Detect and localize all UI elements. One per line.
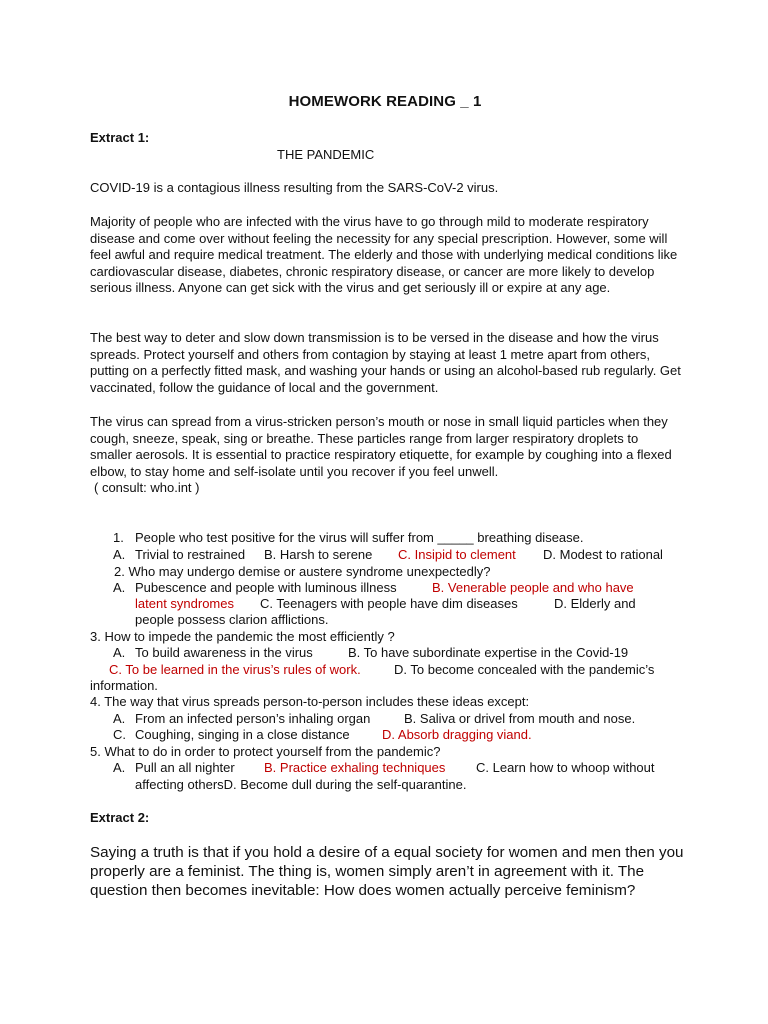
q2-text: 2. Who may undergo demise or austere syndrome unexpectedly?	[114, 564, 491, 579]
q2-letter-a: A.	[113, 580, 126, 595]
q2-option-d-cont: people possess clarion afflictions.	[135, 612, 329, 627]
extract-1-label: Extract 1:	[90, 130, 150, 145]
paragraph-2: Majority of people who are infected with the virus have to go through mild to moderate respiratory disease and come over without feeling the necessity for any special prescription. However, some will feel awful and require medical treatment. The elderly and those with underlying medical conditions like cardiovascular disease, diabetes, chronic respiratory disease, or cancer are more likely to develop serious illness. Anyone can get sick with the virus and get seriously ill or expire at any age.	[90, 214, 678, 296]
q1-option-a: Trivial to restrained	[135, 547, 246, 562]
q4-option-d: D. Absorb dragging viand.	[382, 727, 532, 742]
q3-option-b: B. To have subordinate expertise in the Covid-19	[348, 645, 629, 660]
q4-text: 4. The way that virus spreads person-to-person includes these ideas except:	[90, 694, 530, 709]
q3-option-d: D. To become concealed with the pandemic’s	[394, 662, 655, 677]
q1-option-b: B. Harsh to serene	[264, 547, 373, 562]
q1-number: 1.	[113, 530, 124, 545]
q3-option-c: C. To be learned in the virus’s rules of work.	[109, 662, 361, 677]
q4-letter-c: C.	[113, 727, 126, 742]
extract-2-label: Extract 2:	[90, 810, 150, 825]
q2-option-b-cont: latent syndromes	[135, 596, 234, 611]
paragraph-4: The virus can spread from a virus-stricken person’s mouth or nose in small liquid particles when they cough, sneeze, speak, sing or breathe. These particles range from larger respiratory droplets to smaller aerosols. It is essential to practice respiratory etiquette, for example by coughing into a flexed elbow, to stay home and self-isolate until you recover if you feel unwell.	[90, 414, 672, 479]
q2-option-d: D. Elderly and	[554, 596, 636, 611]
q3-option-a: To build awareness in the virus	[135, 645, 313, 660]
q4-option-b: B. Saliva or drivel from mouth and nose.	[404, 711, 636, 726]
q2-option-b: B. Venerable people and who have	[432, 580, 634, 595]
q5-option-a: Pull an all nighter	[135, 760, 235, 775]
q5-text: 5. What to do in order to protect yourself from the pandemic?	[90, 744, 441, 759]
paragraph-1: COVID-19 is a contagious illness resulting from the SARS-CoV-2 virus.	[90, 180, 499, 195]
q5-option-c: C. Learn how to whoop without	[476, 760, 655, 775]
q2-option-c: C. Teenagers with people have dim diseases	[260, 596, 518, 611]
paragraph-3: The best way to deter and slow down transmission is to be versed in the disease and how the virus spreads. Protect yourself and others from contagion by staying at least 1 metre apart from others, putting on a perfectly fitted mask, and washing your hands or using an alcohol-based rub regularly. Get vaccinated, follow the guidance of local and the government.	[90, 330, 681, 395]
q4-option-a: From an infected person’s inhaling organ	[135, 711, 371, 726]
q3-text: 3. How to impede the pandemic the most efficiently ?	[90, 629, 395, 644]
q1-option-d: D. Modest to rational	[543, 547, 663, 562]
source-citation: ( consult: who.int )	[94, 480, 200, 495]
q5-letter-a: A.	[113, 760, 126, 775]
q5-option-b: B. Practice exhaling techniques	[264, 760, 446, 775]
extract-2-text: Saying a truth is that if you hold a desire of a equal society for women and men then you properly are a feminist. The thing is, women simply aren’t in agreement with it. The question then becomes inevitable: How does women actually perceive feminism?	[90, 844, 684, 900]
q3-option-d-cont: information.	[90, 678, 158, 693]
q1-letter-a: A.	[113, 547, 126, 562]
q4-option-c: Coughing, singing in a close distance	[135, 727, 350, 742]
q5-option-c-cont: affecting othersD. Become dull during the self-quarantine.	[135, 777, 467, 792]
page-title: HOMEWORK READING _ 1	[288, 93, 482, 110]
q4-letter-a: A.	[113, 711, 126, 726]
q1-option-c: C. Insipid to clement	[398, 547, 516, 562]
q2-option-a: Pubescence and people with luminous illness	[135, 580, 397, 595]
q1-text: People who test positive for the virus will suffer from _____ breathing disease.	[135, 530, 584, 545]
q3-letter-a: A.	[113, 645, 126, 660]
extract-1-subtitle: THE PANDEMIC	[277, 147, 375, 162]
